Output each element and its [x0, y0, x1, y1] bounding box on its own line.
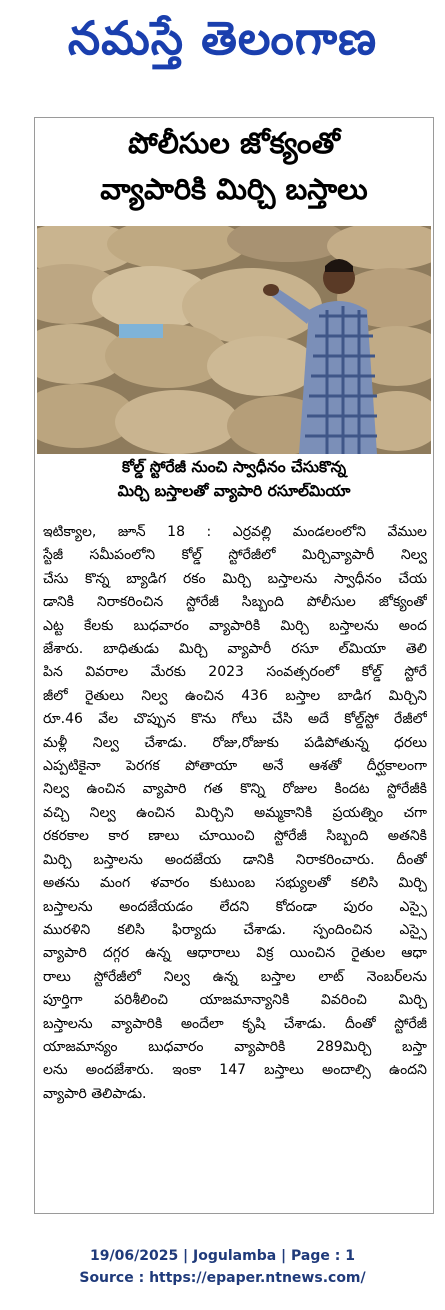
body-line: వ్యాపారి దగ్గర ఉన్న ఆధారాలు విక్ర యించిన రైతుల ఆధా — [43, 945, 427, 962]
article-body — [43, 521, 427, 1106]
body-line: జీలో రైతులు నిల్వ ఉంచిన 436 బస్తాల బాడిగ మిర్చిని — [43, 687, 427, 704]
body-line: వచ్చి నిల్వ ఉంచిన మిర్చిని అమ్మకానికి ప్రయత్నిం చగా — [43, 804, 427, 821]
body-line: బస్తాలను వ్యాపారికి అందేలా కృషి చేశాడు. దీంతో స్టోరేజీ — [43, 1015, 427, 1032]
body-line: వ్యాపారి తెలిపాడు. — [43, 1085, 147, 1102]
photo-caption-line-2: మిర్చి బస్తాలతో వ్యాపారి రసూల్‌మియా — [117, 482, 351, 500]
masthead-title: నమస్తే తెలంగాణ — [67, 11, 378, 65]
masthead — [0, 0, 445, 88]
body-line: పూర్తిగా పరిశీలించి యాజమాన్యానికి వివరించి మిర్చి — [43, 992, 427, 1009]
body-line: చేసు కొన్న బ్యాడిగ రకం మిర్చి బస్తాలను స్వాధీనం చేయ — [43, 570, 427, 587]
footer-edition-info: 19/06/2025 | Jogulamba | Page : 1 — [90, 1248, 355, 1264]
body-line: రూ.46 వేల చొప్పున కొను గోలు చేసి అదే కోల్డ్‌స్టో రేజీలో — [43, 711, 427, 728]
footer-source-link[interactable]: Source : https://epaper.ntnews.com/ — [79, 1270, 366, 1286]
body-line: ఎప్పటికైనా పెరగక పోతాయా అనే ఆశతో దీర్ఘకాలంగా — [43, 758, 427, 775]
body-line: జేశారు. బాధితుడు మిర్చి వ్యాపారీ రసూ ల్‌మియా తెలి — [43, 641, 427, 658]
body-line: మళ్లీ నిల్వ చేశాడు. రోజు,రోజుకు పడిపోతున్న ధరలు — [43, 734, 427, 751]
article-photo — [37, 226, 431, 454]
body-line: ఎట్ట కేలకు బుధవారం వ్యాపారికి మిర్చి బస్తాలను అంద — [43, 617, 427, 634]
body-line: ఇటిక్యాల, జూన్ 18 : ఎర్రవల్లి మండలంలోని వేముల — [43, 524, 427, 540]
body-line: పిన వివరాల మేరకు 2023 సంవత్సరంలో కోల్డ్ స్టోరే — [43, 664, 427, 681]
body-line: నిల్వ ఉంచిన వ్యాపారి గత కొన్ని రోజుల కిందట స్టోరేజీకి — [43, 781, 427, 798]
body-line: రాలు స్టోరేజీలో నిల్వ ఉన్న బస్తాల లాట్ నెంబర్‌లను — [43, 968, 427, 985]
body-line: స్టేజీ సమీపంలోని కోల్డ్ స్టోరేజీలో మిర్చివ్యాపారీ నిల్వ — [43, 547, 427, 564]
body-line: మిర్చి బస్తాలను అందజేయ డానికి నిరాకరించారు. దీంతో — [43, 851, 427, 868]
news-clipping — [34, 117, 434, 1214]
photo-man-with-chilli-sacks-icon — [37, 226, 431, 454]
body-line: అతను మంగ ళవారం కుటుంబ సభ్యులతో కలిసి మిర్చి — [43, 875, 427, 892]
headline-line-1: పోలీసుల జోక్యంతో — [128, 126, 340, 160]
headline-line-2: వ్యాపారికి మిర్చి బస్తాలు — [100, 172, 368, 206]
body-line: మురళిని కలిసి ఫిర్యాదు చేశాడు. స్పందించిన ఎస్సై — [43, 921, 427, 938]
body-line: డానికి నిరాకరించిన స్టోరేజీ సిబ్బంది పోలీసుల జోక్యంతో — [43, 594, 427, 611]
body-line: రకరకాల కార ణాలు చూయించి స్టోరేజీ సిబ్బంది అతనికి — [43, 828, 427, 845]
body-line: యాజమాన్యం బుధవారం వ్యాపారికి 289మిర్చి బస్తా — [43, 1038, 427, 1055]
body-line: బస్తాలను అందజేయడం లేదని కోదండా పురం ఎస్సై — [43, 898, 427, 915]
body-line: లను అందజేశారు. ఇంకా 147 బస్తాలు అందాల్సి ఉందని — [43, 1062, 427, 1079]
photo-caption-line-1: కోల్డ్ స్టోరేజీ నుంచి స్వాధీనం చేసుకొన్న — [121, 458, 347, 476]
